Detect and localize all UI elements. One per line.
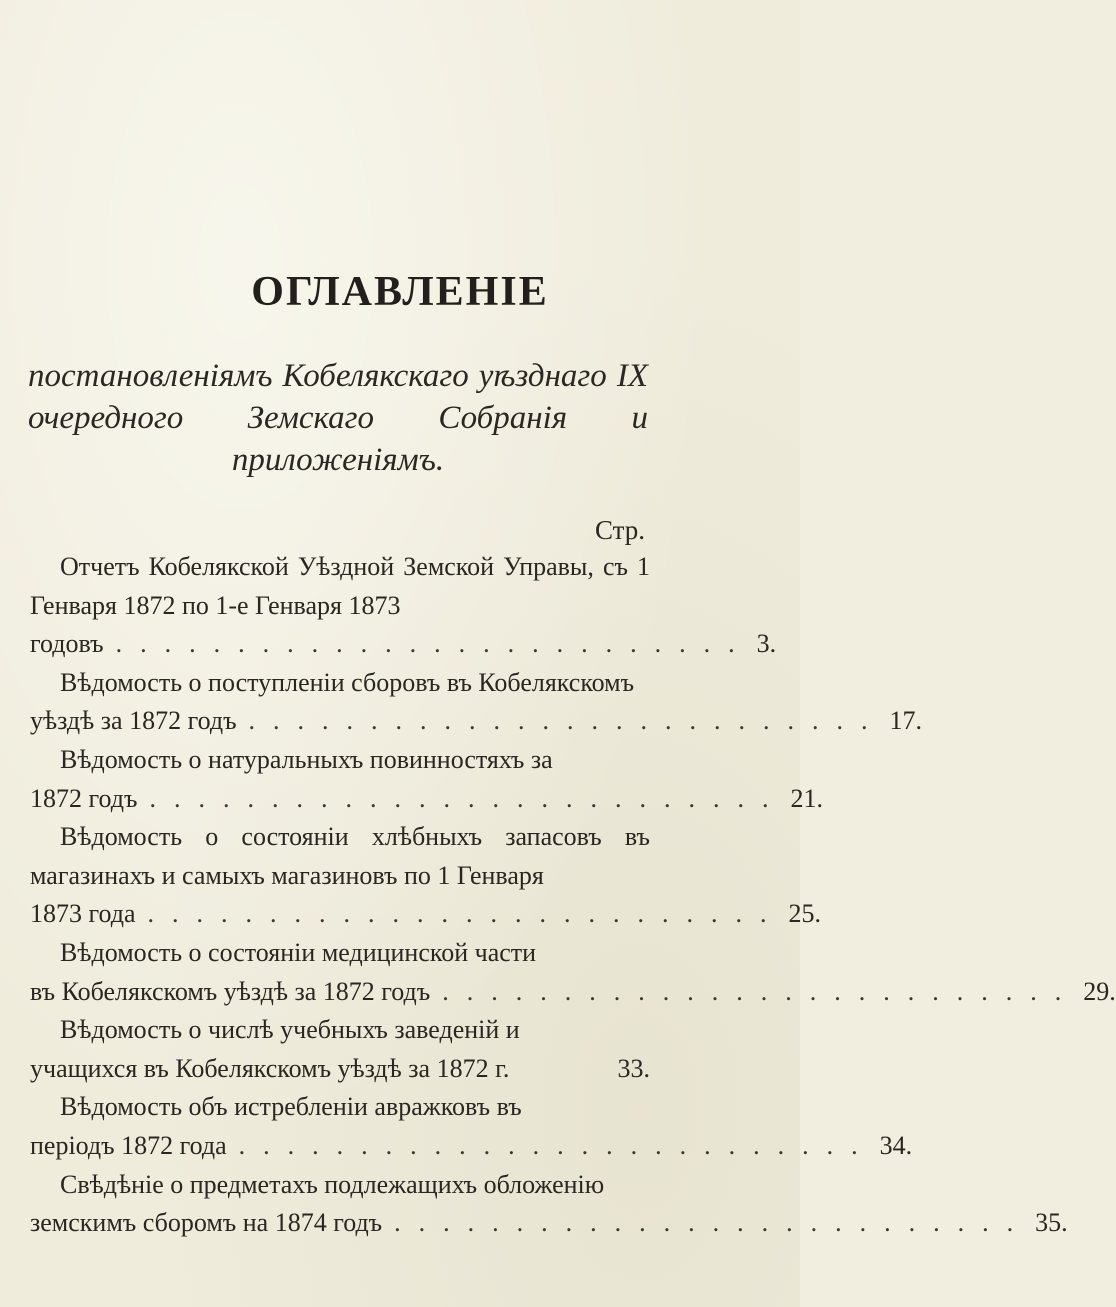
- toc-entry-text: Свѣдѣніе о предметахъ подлежащихъ обложенію: [60, 1169, 605, 1199]
- toc-entry-tail: учащихся въ Кобелякскомъ уѣздѣ за 1872 г.: [30, 1053, 510, 1083]
- dot-leader: ..........................: [115, 629, 753, 659]
- toc-entry: [30, 934, 1116, 1011]
- table-of-contents: [30, 548, 1116, 1243]
- toc-entry-page: 21.: [790, 783, 823, 813]
- toc-entry-text: Вѣдомость объ истребленіи авражковъ въ: [60, 1092, 522, 1122]
- toc-entry-tail: земскимъ сборомъ на 1874 годъ: [30, 1208, 383, 1238]
- toc-entry: [30, 548, 777, 664]
- toc-entry: [30, 818, 822, 934]
- dot-leader: ..........................: [248, 706, 886, 736]
- toc-entry-tail: годовъ: [30, 629, 104, 659]
- toc-entry: [30, 1166, 1068, 1243]
- dot-leader: ..........................: [149, 783, 787, 813]
- toc-entry-tail: періодъ 1872 года: [30, 1130, 227, 1160]
- toc-entry: [30, 664, 923, 741]
- page-column-label: Стр.: [594, 515, 645, 545]
- toc-entry-tail: въ Кобелякскомъ уѣздѣ за 1872 годъ: [30, 976, 431, 1006]
- dot-leader: ..........................: [442, 976, 1080, 1006]
- toc-entry-page: 35.: [1035, 1208, 1068, 1238]
- toc-entry-text: Вѣдомость о числѣ учебныхъ заведеній и: [60, 1015, 520, 1045]
- toc-entry-text: Вѣдомость о поступленіи сборовъ въ Кобелякскомъ: [60, 667, 635, 697]
- toc-entry-page: 17.: [889, 706, 923, 736]
- dot-leader: ..........................: [147, 899, 785, 929]
- toc-entry-page: 33.: [617, 1053, 650, 1083]
- toc-entry-page: 34.: [879, 1130, 913, 1160]
- toc-entry: [30, 1088, 913, 1165]
- page-title: ОГЛАВЛЕНІЕ: [251, 269, 549, 315]
- toc-entry-tail: 1873 года: [30, 899, 136, 929]
- page-subtitle: постановленіямъ Кобелякскаго уѣзднаго IX очередного Земскаго Собранія и приложеніямъ.: [28, 358, 648, 478]
- toc-entry-page: 3.: [756, 629, 777, 659]
- dot-leader: ..........................: [238, 1130, 876, 1160]
- toc-entry-page: 25.: [788, 899, 822, 929]
- toc-entry: [30, 1011, 650, 1088]
- toc-entry-text: Отчетъ Кобелякской Уѣздной Земской Управы, съ 1 Генваря 1872 по 1-е Генваря 1873: [30, 552, 650, 620]
- toc-entry-text: Вѣдомость о натуральныхъ повинностяхъ за: [60, 744, 553, 774]
- toc-entry-tail: 1872 годъ: [30, 783, 138, 813]
- toc-entry: [30, 741, 823, 818]
- toc-entry-tail: уѣздѣ за 1872 годъ: [30, 706, 237, 736]
- dot-leader: ..........................: [394, 1208, 1032, 1238]
- toc-entry-text: Вѣдомость о состояніи медицинской части: [60, 937, 537, 967]
- toc-entry-page: 29.: [1083, 976, 1116, 1006]
- toc-entry-text: Вѣдомость о состояніи хлѣбныхъ запасовъ въ магазинахъ и самыхъ магазиновъ по 1 Генваря: [30, 822, 650, 890]
